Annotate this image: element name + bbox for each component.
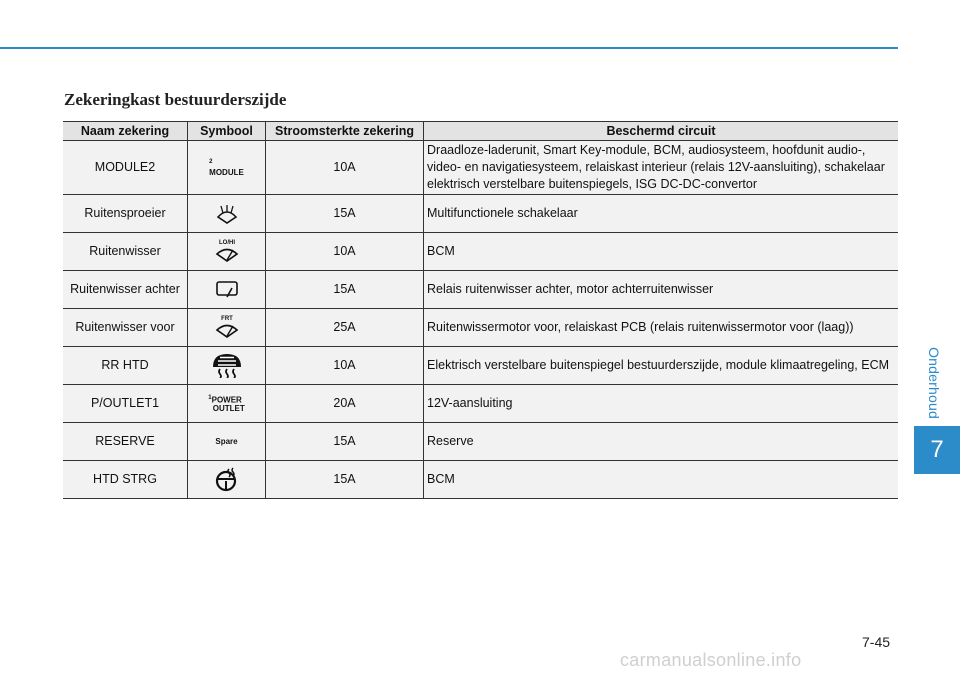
fuse-amperage: 15A xyxy=(266,423,424,461)
table-row xyxy=(63,195,898,233)
fuse-amperage: 15A xyxy=(266,461,424,499)
fuse-circuit: Draadloze-laderunit, Smart Key-module, BCM, audiosysteem, hoofdunit audio-, video- en navigatiesysteem, relaiskast interieur (relais 12V-aansluiting), schakelaar elektrisch verstelbare buitenspiegels, ISG DC-DC-convertor xyxy=(424,141,899,195)
module2-symbol xyxy=(197,152,257,184)
table-row xyxy=(63,347,898,385)
top-rule xyxy=(0,47,898,49)
power-outlet-symbol xyxy=(197,388,257,420)
symbol-cell xyxy=(188,423,266,461)
fuse-circuit: Reserve xyxy=(424,423,899,461)
fuse-name: Ruitenwisser achter xyxy=(63,271,188,309)
table-row xyxy=(63,271,898,309)
fuse-amperage: 20A xyxy=(266,385,424,423)
rear-wiper-icon xyxy=(197,274,257,306)
fuse-table xyxy=(63,121,898,499)
side-label-text: Onderhoud xyxy=(926,346,943,419)
rear-defrost-icon xyxy=(197,348,257,380)
fuse-circuit: BCM xyxy=(424,461,899,499)
table-row xyxy=(63,141,898,195)
symbol-cell xyxy=(188,461,266,499)
page-number: 7-45 xyxy=(862,634,891,650)
fuse-name: MODULE2 xyxy=(63,141,188,195)
table-row xyxy=(63,423,898,461)
header-symbol: Symbool xyxy=(188,122,266,141)
section-title: Zekeringkast bestuurderszijde xyxy=(64,90,287,109)
fuse-circuit: Relais ruitenwisser achter, motor achterruitenwisser xyxy=(424,271,899,309)
washer-icon xyxy=(197,198,257,230)
watermark: carmanualsonline.info xyxy=(620,650,802,670)
header-fuse-name: Naam zekering xyxy=(63,122,188,141)
header-amperage: Stroomsterkte zekering xyxy=(266,122,424,141)
spare-symbol: Spare xyxy=(215,437,238,446)
side-label xyxy=(916,340,952,425)
fuse-amperage: 10A xyxy=(266,233,424,271)
symbol-text: MODULE xyxy=(209,168,244,178)
chapter-number: 7 xyxy=(914,426,960,474)
fuse-circuit: 12V-aansluiting xyxy=(424,385,899,423)
symbol-cell xyxy=(188,233,266,271)
symbol-cell xyxy=(188,271,266,309)
fuse-name: RESERVE xyxy=(63,423,188,461)
front-wiper-icon xyxy=(197,311,257,343)
fuse-circuit: Ruitenwissermotor voor, relaiskast PCB (relais ruitenwissermotor voor (laag)) xyxy=(424,309,899,347)
fuse-name: Ruitensproeier xyxy=(63,195,188,233)
wiper-lo-hi-label: LO/HI xyxy=(218,239,235,246)
table-row xyxy=(63,461,898,499)
front-wiper-label: FRT xyxy=(220,315,233,322)
fuse-amperage: 15A xyxy=(266,271,424,309)
fuse-circuit: BCM xyxy=(424,233,899,271)
heated-steering-icon xyxy=(197,463,257,495)
fuse-name: P/OUTLET1 xyxy=(63,385,188,423)
fuse-circuit: Multifunctionele schakelaar xyxy=(424,195,899,233)
header-protected-circuit: Beschermd circuit xyxy=(424,122,899,141)
fuse-name: RR HTD xyxy=(63,347,188,385)
fuse-name: Ruitenwisser xyxy=(63,233,188,271)
symbol-cell xyxy=(188,385,266,423)
symbol-cell xyxy=(188,141,266,195)
table-row xyxy=(63,309,898,347)
symbol-cell xyxy=(188,347,266,385)
symbol-cell xyxy=(188,309,266,347)
fuse-circuit: Elektrisch verstelbare buitenspiegel bestuurderszijde, module klimaatregeling, ECM xyxy=(424,347,899,385)
fuse-amperage: 10A xyxy=(266,347,424,385)
symbol-cell xyxy=(188,195,266,233)
fuse-name: HTD STRG xyxy=(63,461,188,499)
symbol-text-line1: POWER xyxy=(211,395,242,405)
fuse-amperage: 15A xyxy=(266,195,424,233)
wiper-lo-hi-icon xyxy=(197,235,257,267)
table-row xyxy=(63,233,898,271)
table-row xyxy=(63,385,898,423)
fuse-name: Ruitenwisser voor xyxy=(63,309,188,347)
symbol-sup: 2 xyxy=(209,158,213,165)
symbol-sup: 1 xyxy=(208,394,212,401)
symbol-text-line2: OUTLET xyxy=(212,404,245,414)
table-header-row xyxy=(63,122,898,141)
fuse-amperage: 25A xyxy=(266,309,424,347)
fuse-amperage: 10A xyxy=(266,141,424,195)
